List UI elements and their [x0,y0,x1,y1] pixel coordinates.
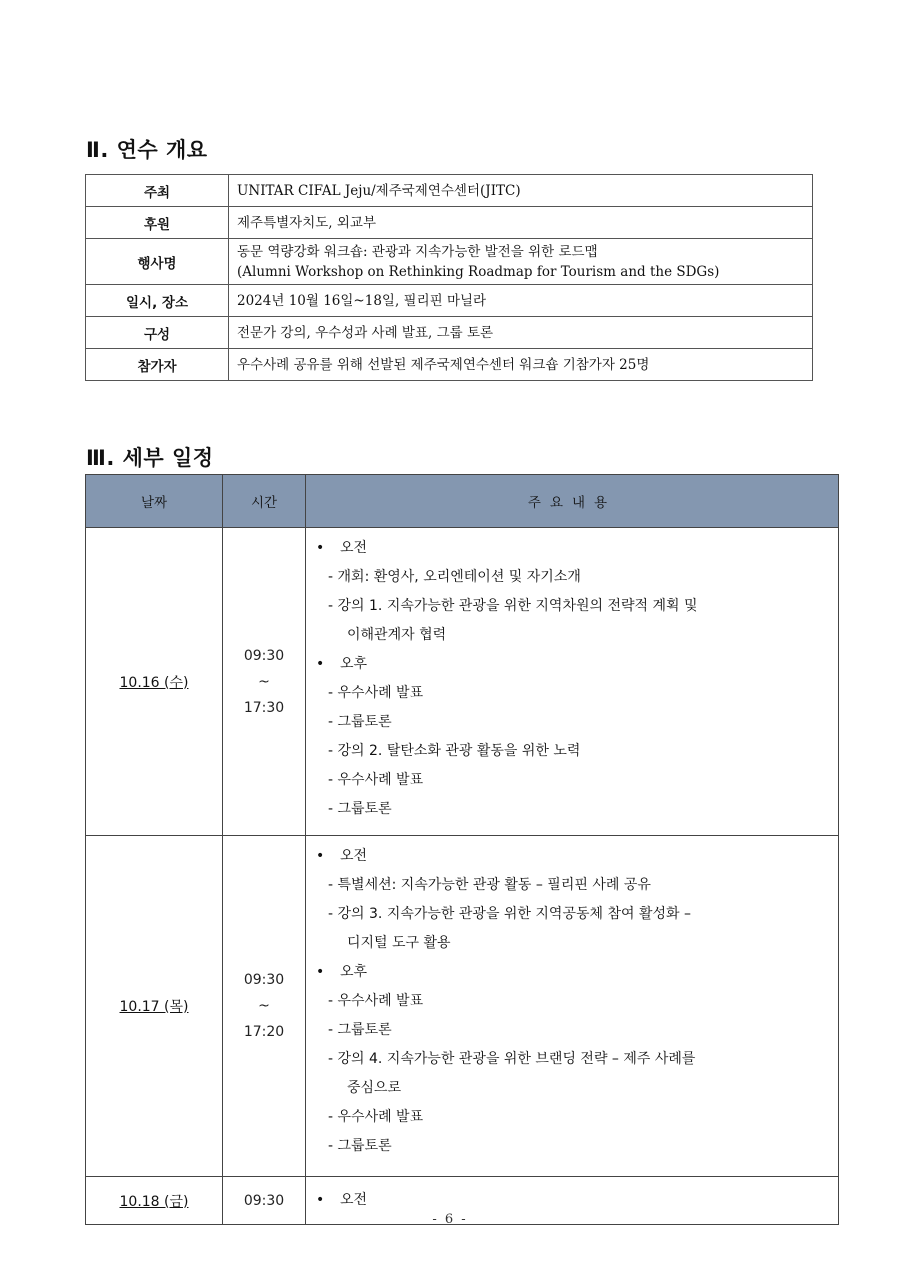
time-start: 09:30 [243,972,285,988]
schedule-session-heading: • 오후 [316,650,826,679]
schedule-item: 디지털 도구 활용 [347,935,451,951]
overview-value [229,239,813,285]
overview-label: 참가자 [86,349,229,381]
schedule-item: - 그룹토론 [316,708,826,737]
overview-value [229,285,813,317]
schedule-item: - 그룹토론 [316,1132,826,1161]
schedule-item: - 우수사례 발표 [316,766,826,795]
time-separator: ~ [258,998,270,1014]
day-date-cell [86,836,223,1177]
section-title-schedule: Ⅲ. 세부 일정 [86,446,214,470]
overview-value [229,207,813,239]
overview-value [229,175,813,207]
overview-value-line: 2024년 10월 16일~18일, 필리핀 마닐라 [237,292,487,309]
overview-label: 주최 [86,175,229,207]
day-time-cell [223,836,306,1177]
overview-row [86,317,813,349]
schedule-row-day2 [86,836,839,1177]
time-start: 09:30 [243,647,285,664]
schedule-item: - 그룹토론 [316,795,826,824]
schedule-item: - 강의 2. 탈탄소화 관광 활동을 위한 노력 [316,737,826,766]
overview-label: 행사명 [86,239,229,285]
day-content [306,528,839,836]
schedule-session-heading: • 오전 [316,1186,826,1215]
page-number: - 6 - [432,1212,468,1227]
schedule-item: 이해관계자 협력 [347,627,447,643]
overview-table [85,174,813,381]
overview-row [86,239,813,285]
time-end: 17:30 [243,699,285,716]
header-time: 시간 [223,475,306,528]
day-time-cell [223,528,306,836]
schedule-item: - 특별세션: 지속가능한 관광 활동 – 필리핀 사례 공유 [316,871,826,900]
overview-row [86,207,813,239]
schedule-session-heading: • 오전 [316,842,826,871]
overview-value-line: 제주특별자치도, 외교부 [237,214,376,231]
schedule-table [85,474,839,1225]
day-date-cell [86,528,223,836]
day-date: 10.16 (수) [119,674,189,691]
overview-value-line: UNITAR CIFAL Jeju/제주국제연수센터(JITC) [237,182,521,199]
schedule-item: - 강의 4. 지속가능한 관광을 위한 브랜딩 전략 – 제주 사례를 [316,1045,826,1074]
day-date: 10.18 (금) [119,1193,189,1210]
schedule-item: 중심으로 [347,1080,402,1096]
schedule-item: - 우수사례 발표 [316,679,826,708]
schedule-item: - 개회: 환영사, 오리엔테이션 및 자기소개 [316,563,826,592]
overview-value [229,317,813,349]
overview-label: 후원 [86,207,229,239]
section-title-overview: Ⅱ. 연수 개요 [86,138,208,162]
schedule-header-row [86,475,839,528]
schedule-item: - 우수사례 발표 [316,987,826,1016]
overview-row [86,349,813,381]
header-content: 주요내용 [306,475,839,528]
schedule-row-day1 [86,528,839,836]
overview-label: 일시, 장소 [86,285,229,317]
overview-row [86,285,813,317]
overview-value-line: 동문 역량강화 워크숍: 관광과 지속가능한 발전을 위한 로드맵 [237,243,598,260]
time-start: 09:30 [243,1192,285,1209]
time-separator: ~ [258,673,270,690]
overview-value-line: 전문가 강의, 우수성과 사례 발표, 그룹 토론 [237,324,494,341]
overview-value-line: (Alumni Workshop on Rethinking Roadmap for Tourism and the SDGs) [237,263,720,280]
overview-value [229,349,813,381]
schedule-item: - 우수사례 발표 [316,1103,826,1132]
schedule-item: - 그룹토론 [316,1016,826,1045]
day-content [306,836,839,1177]
day-date: 10.17 (목) [119,999,189,1015]
overview-row [86,175,813,207]
schedule-item: - 강의 1. 지속가능한 관광을 위한 지역차원의 전략적 계획 및 [316,592,826,621]
schedule-item: - 강의 3. 지속가능한 관광을 위한 지역공동체 참여 활성화 – [316,900,826,929]
overview-value-line: 우수사례 공유를 위해 선발된 제주국제연수센터 워크숍 기참가자 25명 [237,356,650,373]
header-date: 날짜 [86,475,223,528]
schedule-session-heading: • 오후 [316,958,826,987]
time-end: 17:20 [243,1024,285,1040]
schedule-session-heading: • 오전 [316,534,826,563]
overview-label: 구성 [86,317,229,349]
